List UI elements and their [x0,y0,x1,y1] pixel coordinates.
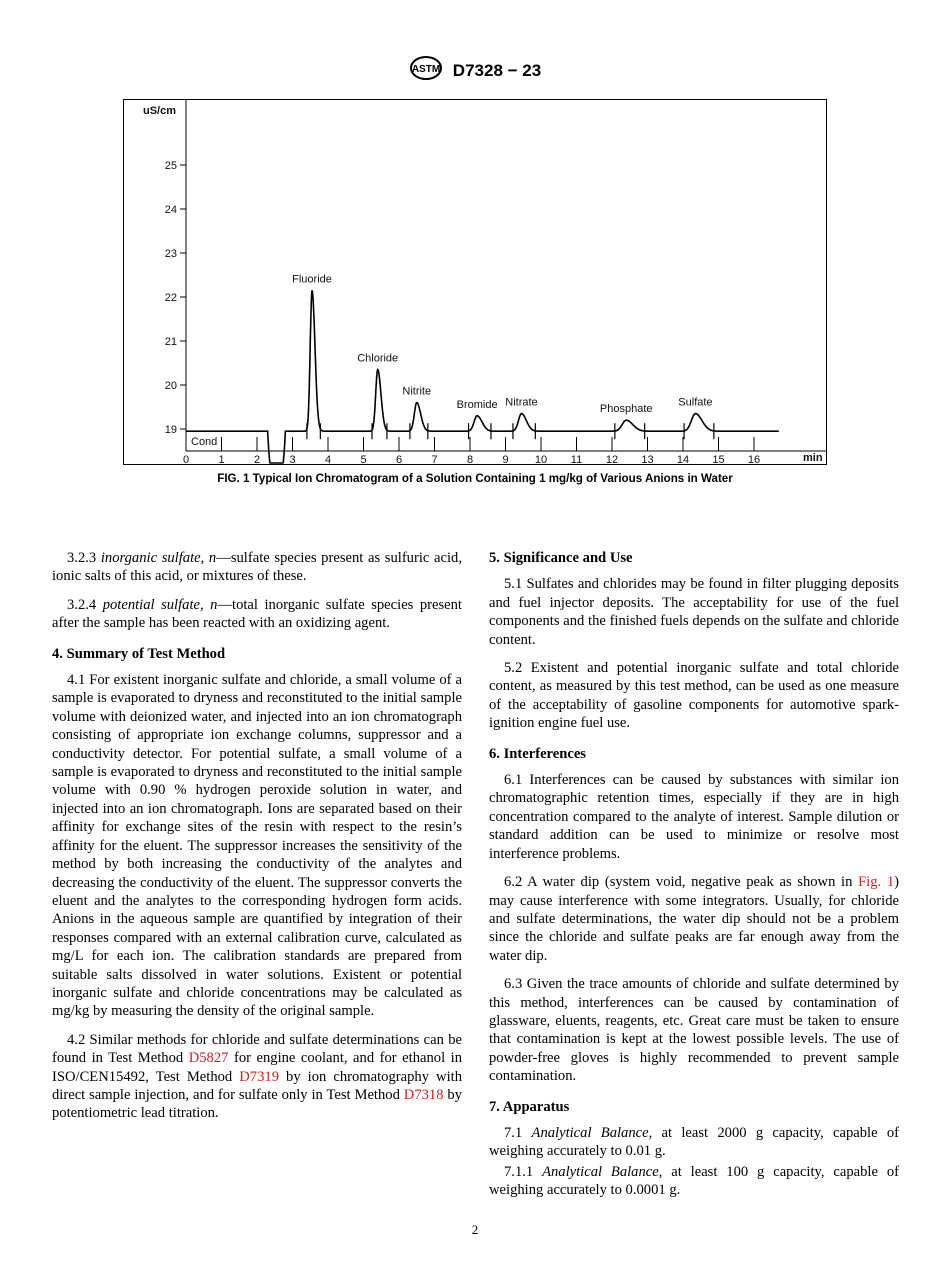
y-tick-label: 24 [164,204,177,216]
peak-label-fluoride: Fluoride [292,273,332,286]
paragraph-4-2: 4.2 Similar methods for chloride and sulfate determinations can be found in Test Method D5827 for engine coolant, and for ethanol in ISO/CEN15492, Test Method D7319 by ion chromatography with direct sample injection, and for sulfate only in Test Method D7318 by potentiometric lead titration. [52,1031,463,1122]
x-axis-label: min [803,452,823,464]
link-d5827[interactable]: D5827 [188,1050,229,1067]
section-6-heading: 6. Interferences [489,745,586,762]
x-tick-label: 14 [676,454,690,465]
link-fig-1[interactable]: Fig. 1 [858,874,895,891]
y-tick-label: 25 [164,160,177,172]
paragraph-4-1: 4.1 For existent inorganic sulfate and chloride, a small volume of a sample is evaporated to dryness and reconstituted to the initial sample volume with deionized water, and injected into an ion chromatograph consisting of appropriate ion exchange columns, suppressor and a conductivity detector. For potential sulfate, a small volume of a sample is evaporated to dryness and reconstituted to the initial sample volume with 0.90 % hydrogen peroxide solution in water, and injected into an ion chromatograph. Ions are separated based on their affinity for exchange sites of the resin with respect to the resin’s affinity for the eluent. The suppressor increases the sensitivity of the method by both increasing the conductivity of the analytes and decreasing the conductivity of the eluent. The suppressor converts the eluent and the analytes to the corresponding hydrogen form acids. Anions in the aqueous sample are quantified by integration of their responses compared with an external calibration curve, calculated as mg/L for each ion. The calibration standards are prepared from suitable salts dissolved in water solutions. Existent or potential inorganic sulfate and chloride concentrations may be calculated as mg/kg by measuring the density of the original sample. [52,672,462,1020]
x-tick-label: 3 [289,454,296,465]
x-tick-label: 8 [466,454,474,465]
definition-3-2-4: 3.2.4 potential sulfate, n—total inorganic sulfate species present after the sample has been reacted with an oxidizing agent. [52,596,462,632]
y-axis-label: uS/cm [143,105,177,117]
paragraph-6-2: 6.2 A water dip (system void, negative peak as shown in Fig. 1) may cause interference with some integrators. Usually, for chloride and sulfate determinations, the water dip should not be a problem since the chloride and sulfate peaks are far enough away from the water dip. [489,874,900,964]
x-tick-label: 7 [431,454,438,465]
x-tick-label: 12 [605,454,619,465]
astm-logo-icon [409,55,443,86]
y-tick-label: 23 [164,248,177,260]
x-tick-label: 15 [712,454,725,465]
section-4-heading: 4. Summary of Test Method [52,645,226,662]
paragraph-7-1: 7.1 Analytical Balance, at least 2000 g capacity, capable of weighing accurately to 0.01 g. [489,1124,900,1160]
link-d7319[interactable]: D7319 [239,1068,279,1085]
paragraph-6-3: 6.3 Given the trace amounts of chloride and sulfate determined by this method, interferences can be caused by contamination of glassware, eluents, reagents, etc. Great care must be taken to ensure that contamination is kept at the lowest possible levels. The use of powder-free gloves is highly recommended to prevent sample contamination. [489,976,899,1085]
y-tick-label: 22 [164,292,177,304]
x-tick-label: 11 [570,454,583,465]
chromatogram-figure [123,99,827,465]
definition-3-2-3: 3.2.3 inorganic sulfate, n—sulfate species present as sulfuric acid, ionic salts of this acid, or mixtures of these. [52,550,462,585]
svg-text:ASTM: ASTM [411,64,440,75]
link-d7318[interactable]: D7318 [403,1086,444,1103]
section-7-heading: 7. Apparatus [489,1098,570,1115]
x-tick-label: 6 [395,454,403,465]
paragraph-5-2: 5.2 Existent and potential inorganic sulfate and total chloride content, as measured by this test method, can be used as one measure of the acceptability of gasoline components for automotive spark-ignition engine fuel use. [489,660,899,732]
trace-label: Cond [191,436,218,448]
y-tick-label: 19 [164,424,177,436]
standard-designation: D7328 − 23 [452,60,542,80]
peak-label-nitrite: Nitrite [402,385,432,398]
x-tick-label: 5 [360,454,367,465]
paragraph-5-1: 5.1 Sulfates and chlorides may be found in filter plugging deposits and fuel injector deposits. The acceptability for use of the fuel components and the finished fuels depends on the sulfate and chloride content. [489,576,899,648]
figure-caption: FIG. 1 Typical Ion Chromatogram of a Solution Containing 1 mg/kg of Various Anions in Water [217,472,733,485]
y-tick-label: 21 [164,336,177,348]
page-header [0,55,950,86]
x-tick-label: 9 [502,454,509,465]
right-column [489,549,899,1210]
section-5-heading: 5. Significance and Use [489,550,633,566]
paragraph-7-1-1: 7.1.1 Analytical Balance, at least 100 g capacity, capable of weighing accurately to 0.0001 g. [489,1163,899,1199]
x-tick-label: 2 [253,454,261,465]
y-tick-label: 20 [164,380,177,392]
x-tick-label: 16 [747,454,761,465]
peak-label-nitrate: Nitrate [505,396,538,409]
page-number: 2 [471,1222,479,1237]
chromatogram-chart [123,99,827,465]
paragraph-6-1: 6.1 Interferences can be caused by substances with similar ion chromatographic retention times, especially if they are in high concentration compared to the analyte of interest. Sample dilution or standard addition can be used to minimize or resolve most interference problems. [489,772,899,862]
x-tick-label: 4 [324,454,332,465]
x-tick-label: 13 [641,454,654,465]
peak-label-phosphate: Phosphate [599,403,653,416]
x-tick-label: 0 [182,454,190,465]
peak-label-bromide: Bromide [456,398,498,411]
left-column [52,549,462,1133]
x-tick-label: 10 [534,454,548,465]
peak-label-sulfate: Sulfate [678,396,713,409]
peak-label-chloride: Chloride [357,352,399,365]
x-tick-label: 1 [218,454,225,465]
